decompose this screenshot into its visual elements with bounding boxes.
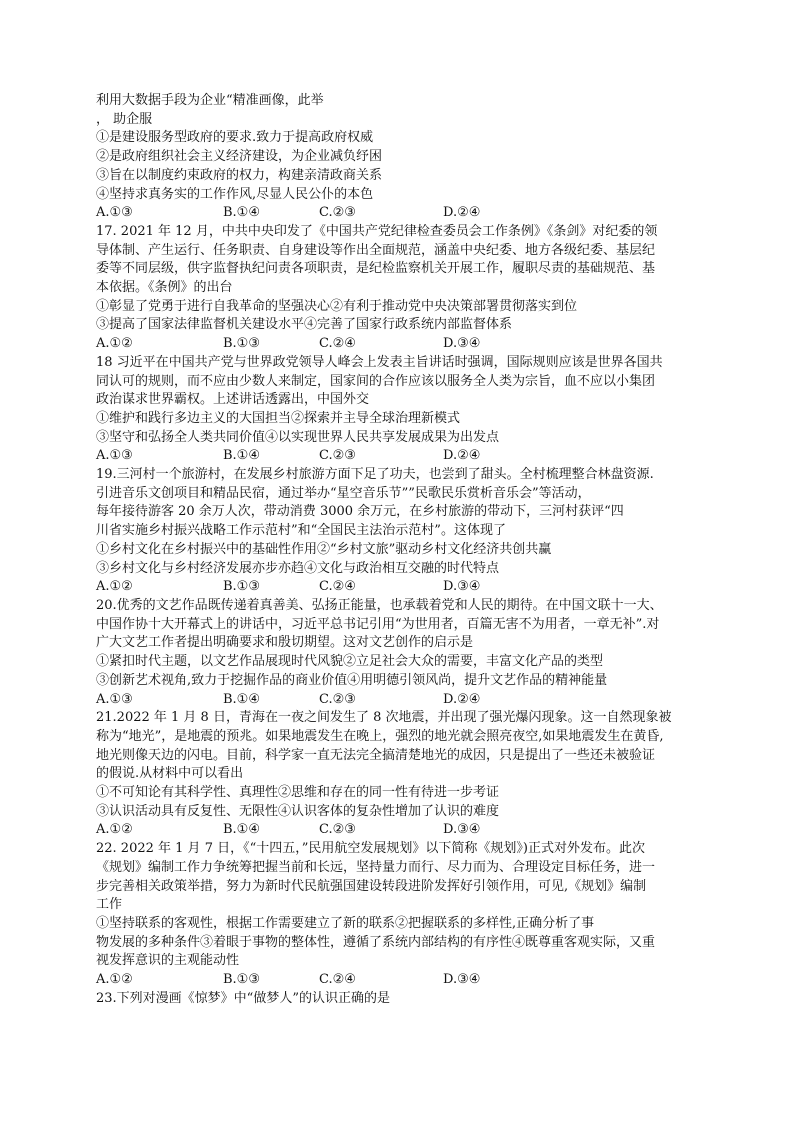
q19-statement: ①乡村文化在乡村振兴中的基础性作用②“乡村文旅”驱动乡村文化经济共创共赢: [96, 541, 552, 557]
q18-stem-line: 18 习近平在中国共产党与世界政党领导人峰会上发表主旨讲话时强调，国际规则应该是世界各国共: [96, 354, 663, 370]
q22-statement: ①坚持联系的客观性，根据工作需要建立了新的联系②把握联系的多样性,正确分析了事: [96, 915, 595, 931]
intro-stem-line: 利用大数据手段为企业“精准画像，此举: [96, 93, 324, 108]
q19-stem-line: 每年接待游客 20 余万人次，带动消费 3000 余万元，在乡村旅游的带动下，三河村获评“四: [96, 504, 624, 520]
q19-options: [96, 578, 706, 597]
option-a[interactable]: A.①③: [96, 691, 133, 707]
option-a[interactable]: A.①②: [96, 579, 133, 595]
intro-stem-line: ， 助企服: [96, 111, 153, 127]
q22-stem-line: 《规划》编制工作力争统筹把握当前和长远，坚持量力而行、尽力而为、合理设定目标任务，进一: [96, 859, 656, 875]
q17-stem-line: 本依据。《条例》的出台: [96, 280, 233, 296]
q21-options: [96, 821, 706, 840]
q19-stem-line: 19.三河村一个旅游村，在发展乡村旅游方面下足了功夫，也尝到了甜头。全村梳理整合林盘资源.: [96, 467, 654, 483]
q20-stem-line: 20.优秀的文艺作品既传递着真善美、弘扬正能量，也承载着党和人民的期待。在中国文联十一大、: [96, 597, 663, 613]
option-c[interactable]: C.②④: [319, 972, 356, 988]
q20-stem-line: 中国作协十大开幕式上的讲话中，习近平总书记引用“为世用者，百篇无害不为用者，一章无补”.对: [96, 616, 660, 632]
option-c[interactable]: C.②④: [319, 579, 356, 595]
q20-options: [96, 691, 706, 710]
q17-stem-line: 委等不同层级，供字监督执纪问责各项职责，是纪检监察机关开展工作，履职尽责的基础规范、基: [96, 261, 656, 277]
option-a[interactable]: A.①②: [96, 336, 133, 352]
exam-page: [96, 92, 706, 1008]
option-a[interactable]: A.①③: [96, 205, 133, 221]
q17-stem-line: 导体制、产生运行、任务职责、自身建设等作出全面规范，涵盖中央纪委、地方各级纪委、基层纪: [96, 242, 656, 258]
intro-options: [96, 204, 706, 223]
q20-statement: ①紧扣时代主题，以文艺作品展现时代风貌②立足社会大众的需要，丰富文化产品的类型: [96, 654, 604, 670]
q21-stem-line: 的假说.从材料中可以看出: [96, 766, 244, 782]
option-c[interactable]: C.②③: [319, 691, 356, 707]
q18-stem-line: 政治谋求世界霸权。上述讲话透露出，中国外交: [96, 392, 370, 408]
q23-stem-line: 23.下列对漫画《惊梦》中“做梦人”的认识正确的是: [96, 990, 390, 1006]
q21-stem-line: 21.2022 年 1 月 8 日，青海在一夜之间发生了 8 次地震，并出现了强光爆闪现象。这一自然现象被: [96, 710, 672, 726]
intro-statement: ④坚持求真务实的工作作风,尽显人民公仆的本色: [96, 186, 374, 202]
q22-statement: 物发展的多种条件③着眼于事物的整体性，遵循了系统内部结构的有序性④既尊重客观实际，又重: [96, 934, 656, 950]
option-a[interactable]: A.①②: [96, 972, 133, 988]
option-b[interactable]: B.①④: [223, 822, 260, 838]
option-d[interactable]: D.③④: [443, 579, 481, 595]
q19-stem-line: 引进音乐文创项目和精品民宿，通过举办“星空音乐节””民歌民乐赏析音乐会”等活动，: [96, 485, 591, 501]
option-d[interactable]: D.③④: [443, 822, 481, 838]
option-c[interactable]: C.②③: [319, 822, 356, 838]
q22-options: [96, 971, 706, 990]
q18-stem-line: 同认可的规则，而不应由少数人来制定，国家间的合作应该以服务全人类为宗旨，血不应以小集团: [96, 373, 656, 389]
option-d[interactable]: D.③④: [443, 336, 481, 352]
q18-options: [96, 447, 706, 466]
q20-statement: ③创新艺术视角,致力于挖掘作品的商业价值④用明德引领风尚，提升文艺作品的精神能量: [96, 672, 608, 688]
q17-statement: ①彰显了党勇于进行自我革命的坚强决心②有利于推动党中央决策部署贯彻落实到位: [96, 298, 578, 314]
q18-statement: ①维护和践行多边主义的大国担当②探索并主导全球治理新模式: [96, 410, 461, 426]
option-a[interactable]: A.①③: [96, 448, 133, 464]
option-b[interactable]: B.①④: [223, 205, 260, 221]
option-d[interactable]: D.③④: [443, 972, 481, 988]
option-d[interactable]: D.②④: [443, 205, 481, 221]
intro-statement: ②是政府组织社会主义经济建设，为企业减负纾困: [96, 149, 383, 165]
q21-statement: ③认识活动具有反复性、无限性④认识客体的复杂性增加了认识的难度: [96, 803, 500, 819]
q17-stem-line: 17. 2021 年 12 月，中共中央印发了《中国共产党纪律检查委员会工作条例》《条剑》对纪委的领: [96, 223, 658, 239]
option-c[interactable]: C.②③: [319, 448, 356, 464]
q22-stem-line: 工作: [96, 897, 123, 913]
option-a[interactable]: A.①②: [96, 822, 133, 838]
option-b[interactable]: B.①③: [223, 336, 260, 352]
q20-stem-line: 广大文艺工作者提出明确要求和殷切期望。这对文艺创作的启示是: [96, 635, 474, 651]
option-b[interactable]: B.①④: [223, 448, 260, 464]
option-d[interactable]: D.②④: [443, 448, 481, 464]
q21-statement: ①不可知论有其科学性、真理性②思维和存在的同一性有待进一步考证: [96, 785, 500, 801]
q22-statement: 视发挥意识的主观能动性: [96, 953, 240, 969]
q18-statement: ③坚守和弘扬全人类共同价值④以实现世界人民共享发展成果为出发点: [96, 429, 500, 445]
option-d[interactable]: D.②④: [443, 691, 481, 707]
option-b[interactable]: B.①③: [223, 579, 260, 595]
q21-stem-line: 地光则像天边的闪电。目前，科学家一直无法完全搞清楚地光的成因，只是提出了一些还未被验证: [96, 747, 656, 763]
intro-statement: ①是建设服务型政府的要求.致力于提高政府权威: [96, 130, 374, 146]
option-b[interactable]: B.①③: [223, 972, 260, 988]
option-c[interactable]: C.②④: [319, 336, 356, 352]
q19-statement: ③乡村文化与乡村经济发展亦步亦趋④文化与政治相互交融的时代特点: [96, 560, 500, 576]
q17-statement: ③提高了国家法律监督机关建设水平④完善了国家行政系统内部监督体系: [96, 317, 513, 333]
q22-stem-line: 步完善相关政策举措，努力为新时代民航强国建设转段进阶发挥好引领作用，可见,《规划》编制: [96, 878, 647, 894]
option-b[interactable]: B.①④: [223, 691, 260, 707]
option-c[interactable]: C.②③: [319, 205, 356, 221]
q22-stem-line: 22. 2022 年 1 月 7 日，《“十四五，”民用航空发展规划》以下简称《规划》)正式对外发布。此次: [96, 841, 645, 857]
intro-statement: ③旨在以制度约束政府的权力，构建亲清政商关系: [96, 167, 383, 183]
q17-options: [96, 335, 706, 354]
q19-stem-line: 川省实施乡村振兴战略工作示范村”和“全国民主法治示范村”。这体现了: [96, 523, 506, 539]
q21-stem-line: 称为“地光”，是地震的预兆。如果地震发生在晚上，强烈的地光就会照亮夜空,如果地震发生在黄昏,: [96, 728, 664, 744]
